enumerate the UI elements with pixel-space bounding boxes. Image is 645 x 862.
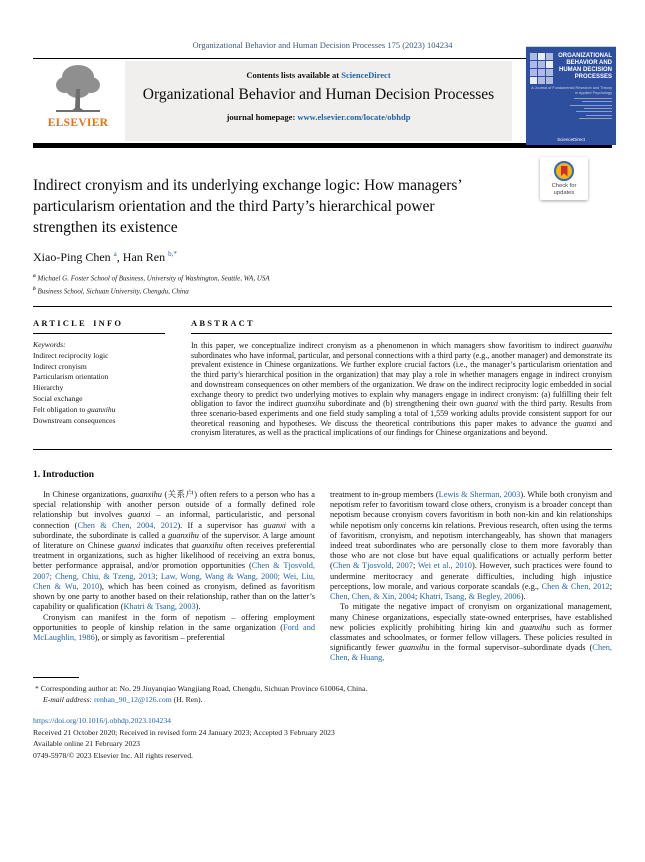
citation-link[interactable]: Chen & Chen, 2012 [541, 581, 610, 591]
paragraph: treatment to in-group members (Lewis & Sherman, 2003). While both cronyism and nepotism refer to favoritism toward close others, cronyism is a broader concept than nepotism because cronyism covers favoritism in both non-kin and kin relationships while nepotism only concerns kin relations. Previous research, often using the terms of favoritism, cronyism, and nepotism interchangeably, has shown that managers indeed treat subordinates who are personally close to them more favorably than those who are not close but have equal qualifications or actually perform better (Chen & Tjosvold, 2007; Wei et al., 2010). However, such practices were found to undermine meritocracy and generate difficulties, including high injustice perceptions, low morale, and various corporate scandals (e.g., Chen & Chen, 2012; Chen, Chen, & Xin, 2004; Khatri, Tsang, & Begley, 2006). [330, 490, 612, 602]
article-info-heading: ARTICLE INFO [33, 307, 165, 334]
paragraph: To mitigate the negative impact of cronyism on organizational management, many Chinese organizations, especially state-owned enterprises, have established new policies explicitly prohibiting hiring kin and guanxihu such as former classmates and schoolmates, or former fellow villagers. These policies resulted in significantly fewer guanxihu in the formal supervisor–subordinate dyads (Chen, Chen, & Huang, [330, 602, 612, 663]
keyword: Particularism orientation [33, 372, 109, 382]
text-segment: guanxi [117, 541, 141, 551]
abstract-column [191, 307, 612, 438]
citation-link[interactable]: Chen, Chen, & Huang, [330, 643, 612, 663]
text-segment: Business School, Sichuan University, Chengdu, China [37, 286, 189, 295]
info-abstract-block [33, 307, 612, 450]
footnote-block [33, 677, 612, 706]
abstract-text: In this paper, we conceptualize indirect cronyism as a phenomenon in which managers show favoritism to indirect guanxihu subordinates who have informal, particular, and personal connections with a third party (e.g., another manager) and demonstrate its prevalent existence in Chinese organizations. We further explore crucial factors (i.e., the manager’s particularism orientation and the third party’s hierarchical position in the organization) that may play a role in whether managers engage in indirect cronyism and downstream consequences on other members of the organization. We draw on the indirect reciprocity logic embedded in social exchange theory to predict two underlying motives to explain why managers engage in indirect cronyism: (a) fulfilling their felt obligation to favor the indirect guanxihu subordinate and (b) strengthening their own guanxi with the third party. Results from three scenario-based experiments and one field study sampling a total of 1,559 working adults provide consistent support for our theoretical reasoning and hypotheses. We discuss the theoretical contributions this paper makes to advance the guanxi and cronyism literatures, as well as the practical implications of our findings for Chinese organizations and beyond. [191, 341, 613, 438]
citation-link[interactable]: Ford and McLaughlin, 1986 [33, 622, 315, 642]
author-list: Xiao-Ping Chen $^a$, Han Ren $^{b,*}$ [33, 250, 177, 264]
cover-sciencedirect-label: ScienceDirect [557, 137, 585, 142]
masthead-panel [125, 61, 512, 141]
cover-text-line [574, 98, 612, 99]
introduction-right-column [330, 490, 612, 663]
paragraph: In Chinese organizations, guanxihu (关系户) often refers to a person who has a special relationship with another person outside of a formally defined role relationship but involves guanxi – an informal, particularistic, and personal connection (Chen & Chen, 2004, 2012). If a supervisor has guanxi with a subordinate, the subordinate is called a guanxihu of the supervisor. A large amount of literature on Chinese guanxi indicates that guanxihu often receives preferential treatment in organizations, such as higher likelihood of receiving an extra bonus, better performance appraisal, and/or promotion opportunities (Chen & Tjosvold, 2007; Cheng, Chiu, & Tzeng, 2013; Law, Wong, Wang & Wang, 2000; Wei, Liu, Chen & Wu, 2010), which has been coined as cronyism, defined as favoritism shown by one party to another based on their relationship, rather than on the latter’s capability or qualification (Khatri & Tsang, 2003). [33, 490, 315, 612]
contents-lists-line: Contents lists available at ScienceDirect [246, 70, 391, 80]
cover-square [546, 61, 553, 68]
cover-text-line [582, 101, 612, 102]
introduction-columns [33, 490, 612, 663]
text-segment: Michael G. Foster School of Business, University of Washington, Seattle, WA, USA [37, 274, 270, 283]
sciencedirect-link[interactable]: ScienceDirect [341, 70, 391, 80]
keywords-label: Keywords: [33, 340, 66, 350]
check-for-updates-label: Check for updates [551, 183, 577, 196]
article-title [33, 175, 612, 238]
citation-link[interactable]: Khatri, Tsang, & Begley, 2006 [419, 592, 521, 602]
cover-square [538, 69, 545, 76]
text-segment: guanxi [127, 510, 151, 520]
bookmark-icon [561, 166, 568, 177]
cover-editor-lines [530, 95, 612, 119]
citation-link[interactable]: Khatri & Tsang, 2003 [123, 602, 196, 612]
masthead [33, 53, 612, 143]
text-segment: guanxihu [295, 399, 326, 409]
keyword: Felt obligation to guanxihu [33, 404, 116, 414]
cover-square [530, 69, 537, 76]
keyword: Social exchange [33, 393, 83, 403]
text-segment: guanxihu [131, 490, 162, 500]
journal-reference-header: Organizational Behavior and Human Decision Processes 175 (2023) 104234 [192, 40, 453, 50]
text-segment: guanxihu [582, 341, 612, 351]
article-title-line: strengthen its existence [33, 219, 178, 236]
affiliations [33, 272, 612, 297]
text-segment: b [33, 285, 36, 292]
article-title-line: particularism orientation and the third Party’s hierarchical power [33, 198, 435, 215]
cover-square [546, 53, 553, 60]
text-segment: b,* [168, 250, 177, 258]
elsevier-wordmark: ELSEVIER [47, 117, 109, 129]
received-dates: Received 21 October 2020; Received in revised form 24 January 2023; Accepted 3 February 2023 [33, 727, 335, 737]
cover-title: ORGANIZATIONAL BEHAVIOR AND HUMAN DECISION PROCESSES [558, 53, 612, 80]
article-title-line: Indirect cronyism and its underlying exchange logic: How managers’ [33, 177, 463, 194]
text-segment: guanxihu [191, 541, 223, 551]
corresponding-author-note: * Corresponding author at: No. 29 Jiuyanqiao Wangjiang Road, Chengdu, Sichuan Province 610064, China. [35, 683, 368, 693]
introduction-heading: 1. Introduction [33, 470, 95, 481]
cover-header [530, 53, 612, 84]
cover-text-line [576, 111, 612, 112]
issn-copyright: 0749-5978/© 2023 Elsevier Inc. All rights reserved. [33, 751, 193, 761]
abstract-heading: ABSTRACT [191, 307, 612, 334]
cover-square [538, 53, 545, 60]
cover-text-line [579, 118, 612, 119]
keyword: Downstream consequences [33, 415, 116, 425]
homepage-link[interactable]: www.elsevier.com/locate/obhdp [297, 112, 411, 122]
text-segment: guanxi [263, 520, 286, 530]
cover-text-line [584, 108, 612, 109]
affiliation [33, 285, 612, 298]
citation-link[interactable]: Chen & Tjosvold, 2007; Cheng, Chiu, & Tzeng, 2013; Law, Wong, Wang & Wang, 2000; Wei, Liu, Chen & Wu, 2010 [33, 561, 315, 591]
text-segment: E-mail address: [43, 695, 93, 705]
email-link[interactable]: renhan_90_12@126.com [93, 695, 172, 705]
cover-text-line [586, 115, 612, 116]
journal-title: Organizational Behavior and Human Decision Processes [142, 86, 495, 103]
affiliation [33, 272, 612, 285]
available-online: Available online 21 February 2023 [33, 739, 141, 749]
introduction-left-column [33, 490, 315, 663]
cover-subtitle: A Journal of Fundamental Research and Theory in Applied Psychology [531, 86, 612, 95]
keyword: Indirect cronyism [33, 361, 87, 371]
cover-square [538, 77, 545, 84]
citation-link[interactable]: Chen, Chen, & Xin, 2004 [330, 592, 416, 602]
check-for-updates-icon [554, 161, 574, 181]
journal-homepage-line: journal homepage: www.elsevier.com/locate/obhdp [226, 112, 411, 122]
text-segment: guanxihu [519, 622, 551, 632]
check-for-updates-badge[interactable] [540, 157, 588, 200]
elsevier-logo [33, 61, 123, 141]
text-segment: a [33, 273, 36, 279]
cover-squares-pattern [530, 53, 553, 84]
cover-square [546, 69, 553, 76]
keyword: Hierarchy [33, 383, 64, 393]
text-segment: guanxihu [87, 404, 116, 414]
citation-link[interactable]: Chen & Tjosvold, 2007 [332, 561, 413, 571]
cover-square [546, 77, 553, 84]
article-info-column [33, 307, 191, 438]
doi-link[interactable]: https://doi.org/10.1016/j.obhdp.2023.104234 [33, 715, 172, 725]
keyword: Indirect reciprocity logic [33, 350, 109, 360]
text-segment: guanxihu [168, 530, 199, 540]
cover-square [530, 77, 537, 84]
cover-text-line [570, 105, 612, 106]
cover-square [530, 53, 537, 60]
publication-info [33, 715, 612, 763]
text-segment: a [113, 250, 117, 258]
paragraph: Cronyism can manifest in the form of nepotism – offering employment opportunities to people of kinship relation in the same organization (Ford and McLaughlin, 1986), or simply as favoritism – preferential [33, 612, 315, 642]
email-note: E-mail address: renhan_90_12@126.com (H. Ren). [43, 695, 203, 705]
cover-square [538, 61, 545, 68]
cover-square [530, 61, 537, 68]
text-segment: guanxi [476, 399, 499, 409]
citation-link[interactable]: Lewis & Sherman, 2003 [438, 490, 521, 500]
citation-link[interactable]: Chen & Chen, 2004, 2012 [77, 520, 178, 530]
footnote-rule [33, 677, 79, 678]
text-segment: guanxihu [398, 643, 430, 653]
text-segment: guanxi [574, 418, 597, 428]
journal-cover-thumbnail [526, 46, 616, 145]
citation-link[interactable]: Wei et al., 2010 [417, 561, 472, 571]
